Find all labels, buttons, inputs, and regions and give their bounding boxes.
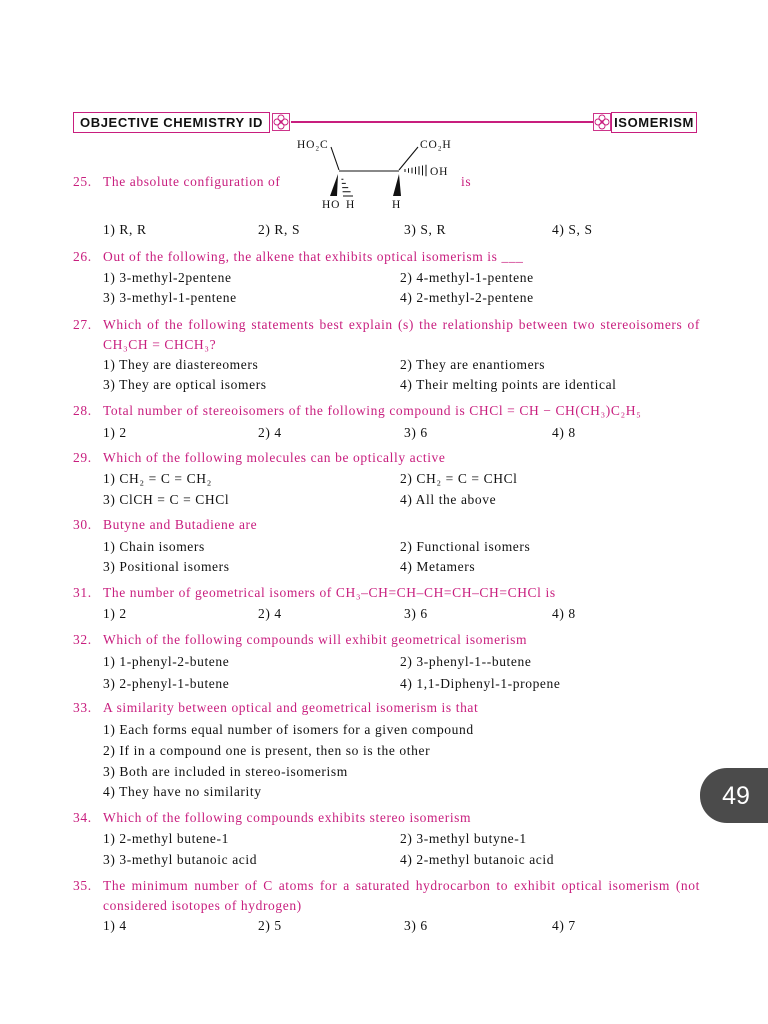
answer-option: 1) Chain isomers [103,539,205,554]
question-text: Which of the following molecules can be optically active [103,450,446,465]
answer-option: 3) 3-methyl-1-pentene [103,290,237,305]
question-number: 29. [73,450,92,465]
atom-label: CO₂H [420,139,452,151]
answer-option: 2) 3-methyl butyne-1 [400,831,527,846]
ornament-petal [595,119,601,125]
question-number: 27. [73,317,92,332]
answer-option: 2) They are enantiomers [400,357,546,372]
question-text: Which of the following compounds will exhibit geometrical isomerism [103,632,528,647]
answer-option: 4) 7 [552,918,576,933]
answer-option: 4) They have no similarity [103,784,262,799]
answer-option: 2) 3-phenyl-1--butene [400,654,532,669]
question-number: 35. [73,878,92,893]
answer-option: 3) S, R [404,222,447,237]
header-rule [291,121,593,123]
question-text: The number of geometrical isomers of CH₃–CH=CH–CH=CH–CH=CHCl is [103,585,556,600]
chapter-title-box [611,112,697,133]
atom-label: OH [430,166,449,178]
answer-option: 3) 2-phenyl-1-butene [103,676,230,691]
solid-wedge-bond [393,174,401,196]
ornament-center [279,120,282,123]
answer-option: 3) They are optical isomers [103,377,267,392]
ornament-petal [274,119,280,125]
answer-option: 2) 4 [258,606,282,621]
hashed-wedge-bond [341,179,353,196]
answer-option: 4) All the above [400,492,497,507]
answer-option: 2) CH₂ = C = CHCl [400,471,518,486]
answer-option: 3) ClCH = C = CHCl [103,492,230,507]
chapter-title: ISOMERISM [614,115,694,130]
bond-line [331,147,339,170]
ornament-petal [282,119,288,125]
q25-structure-diagram [280,130,460,215]
answer-option: 2) 4 [258,425,282,440]
question-text: Total number of stereoisomers of the following compound is CHCl = CH − CH(CH₃)C₂H₅ [103,403,642,418]
answer-option: 1) 2-methyl butene-1 [103,831,229,846]
answer-option: 1) R, R [103,222,147,237]
question-number: 34. [73,810,92,825]
question-text: Which of the following statements best explain (s) the relationship between two stereoisomers of CH₃CH = CHCH₃? [103,317,700,352]
question-number: 30. [73,517,92,532]
answer-option: 4) S, S [552,222,593,237]
book-title: OBJECTIVE CHEMISTRY ID [80,115,263,130]
answer-option: 3) 3-methyl butanoic acid [103,852,258,867]
question-text: Out of the following, the alkene that exhibits optical isomerism is ___ [103,249,524,264]
answer-option: 4) 2-methyl-2-pentene [400,290,534,305]
question-text-end: is [461,174,472,189]
answer-option: 1) 2 [103,425,127,440]
question-text: Which of the following compounds exhibits stereo isomerism [103,810,472,825]
question-text: Butyne and Butadiene are [103,517,258,532]
book-title-box [73,112,270,133]
bond-line [399,147,418,170]
answer-option: 1) They are diastereomers [103,357,259,372]
answer-option: 1) 1-phenyl-2-butene [103,654,230,669]
answer-option: 4) 1,1-Diphenyl-1-propene [400,676,561,691]
answer-option: 4) 8 [552,425,576,440]
answer-option: 4) Metamers [400,559,476,574]
question-number: 26. [73,249,92,264]
answer-option: 2) If in a compound one is present, then so is the other [103,743,431,758]
question-text: A similarity between optical and geometrical isomerism is that [103,700,479,715]
answer-option: 3) Both are included in stereo-isomerism [103,764,348,779]
answer-option: 3) 6 [404,918,428,933]
answer-option: 1) 3-methyl-2pentene [103,270,232,285]
ornament-petal [603,119,609,125]
answer-option: 1) Each forms equal number of isomers for a given compound [103,722,474,737]
answer-option: 1) 2 [103,606,127,621]
answer-option: 4) 8 [552,606,576,621]
answer-option: 2) R, S [258,222,301,237]
question-number: 33. [73,700,92,715]
answer-option: 3) 6 [404,425,428,440]
atom-label: HO [322,199,341,211]
answer-option: 3) Positional isomers [103,559,230,574]
question-text: The absolute configuration of [103,174,281,189]
answer-option: 2) 5 [258,918,282,933]
answer-option: 4) 2-methyl butanoic acid [400,852,555,867]
atom-label: HO₂C [297,139,329,151]
answer-option: 2) Functional isomers [400,539,531,554]
solid-wedge-bond [330,174,338,196]
page-number: 49 [722,781,750,810]
atom-label: H [392,199,402,211]
question-text: The minimum number of C atoms for a saturated hydrocarbon to exhibit optical isomerism (not considered isotopes of hydrogen) [103,878,700,913]
question-number: 28. [73,403,92,418]
answer-option: 4) Their melting points are identical [400,377,617,392]
answer-option: 1) CH₂ = C = CH₂ [103,471,212,486]
question-number: 32. [73,632,92,647]
question-number: 31. [73,585,92,600]
answer-option: 2) 4-methyl-1-pentene [400,270,534,285]
page-number-tab [700,768,768,823]
ornament-center [600,120,603,123]
floral-ornament-icon [592,111,612,133]
answer-option: 3) 6 [404,606,428,621]
hashed-wedge-bond [405,165,426,176]
answer-option: 1) 4 [103,918,127,933]
question-number: 25. [73,174,92,189]
atom-label: H [346,199,356,211]
